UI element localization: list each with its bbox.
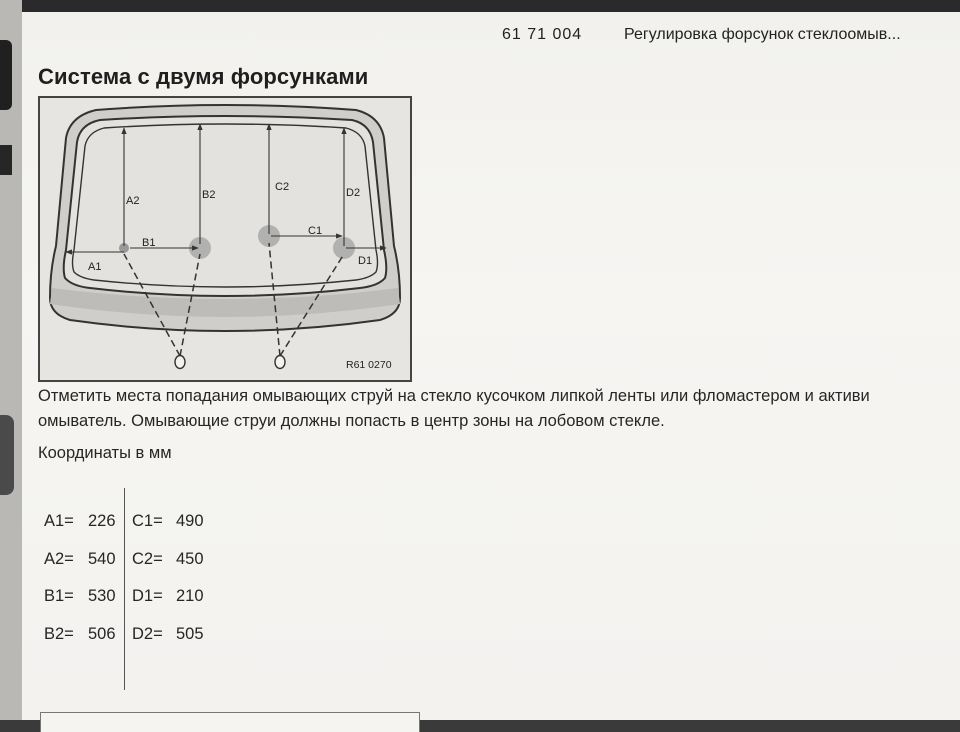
figure-reference: R61 0270 <box>346 359 392 371</box>
label-c2: C2 <box>275 181 290 193</box>
coordinates-row: B2= 506 D2= 505 <box>44 624 204 643</box>
document-page <box>22 12 960 720</box>
windshield-diagram <box>38 96 412 382</box>
coordinates-row: B1= 530 D1= 210 <box>44 587 204 605</box>
coordinates-row: A1= 226 C1= 490 <box>44 512 204 530</box>
monitor-bezel-left <box>0 0 22 720</box>
label-d1: D1 <box>358 255 373 267</box>
windshield-glass <box>64 116 387 296</box>
label-d2: D2 <box>346 187 361 199</box>
label-a1: A1 <box>88 261 102 273</box>
document-code: 61 71 004 <box>502 26 583 43</box>
monitor-bezel-top <box>0 0 960 12</box>
label-b2: B2 <box>202 189 216 201</box>
label-a2: A2 <box>126 195 140 207</box>
section-title: Система с двумя форсунками <box>38 64 369 89</box>
label-c1: C1 <box>308 225 323 237</box>
coordinates-table <box>40 512 340 662</box>
windshield-diagram-svg <box>40 98 410 380</box>
document-header <box>502 26 960 52</box>
coordinates-label: Координаты в мм <box>38 444 172 462</box>
document-header-title: Регулировка форсунок стеклоомыв... <box>624 26 901 43</box>
instruction-text: Отметить места попадания омывающих струй на стекло кусочком липкой ленты или фломастером и активи омыватель. Омывающие струи должны попасть в центр зоны на лобовом стекле. <box>38 387 870 430</box>
next-section-box <box>40 712 420 732</box>
coordinates-row: A2= 540 C2= 450 <box>44 549 204 568</box>
label-b1: B1 <box>142 237 156 249</box>
nozzle-left-icon <box>175 356 185 369</box>
nozzle-right-icon <box>275 356 285 369</box>
